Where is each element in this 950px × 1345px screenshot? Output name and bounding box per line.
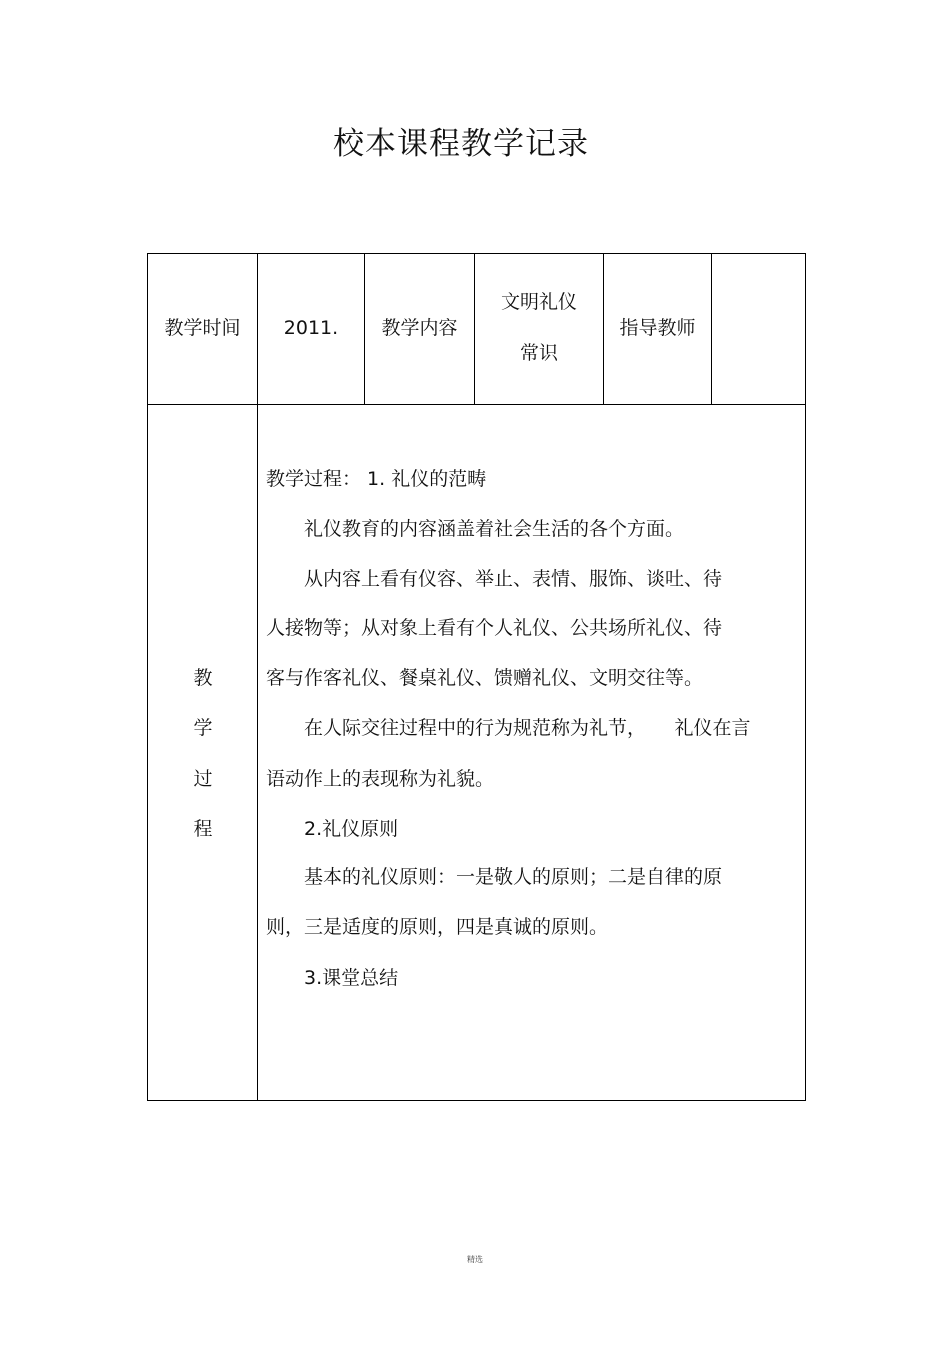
document-title: 校本课程教学记录 xyxy=(333,126,589,162)
process-text-line: 基本的礼仪原则：一是敬人的原则；二是自律的原 xyxy=(266,866,723,888)
process-label-char: 过 xyxy=(193,768,213,790)
table-col-divider xyxy=(711,253,712,405)
process-label-char: 程 xyxy=(193,818,213,840)
process-text-line: 礼仪教育的内容涵盖着社会生活的各个方面。 xyxy=(266,518,685,540)
process-text-line: 在人际交往过程中的行为规范称为礼节， 礼仪在言 xyxy=(266,717,751,739)
teaching-content-value-line1: 文明礼仪 xyxy=(500,291,577,313)
process-text-line: 从内容上看有仪容、举止、表情、服饰、谈吐、待 xyxy=(266,568,723,590)
process-text-line: 人接物等；从对象上看有个人礼仪、公共场所礼仪、待 xyxy=(266,617,723,639)
teaching-time-label: 教学时间 xyxy=(164,317,241,339)
teaching-time-value: 2011. xyxy=(283,317,339,339)
process-text-line: 3.课堂总结 xyxy=(266,967,399,989)
process-text-line: 客与作客礼仪、餐桌礼仪、馈赠礼仪、文明交往等。 xyxy=(266,667,704,689)
table-border-right xyxy=(805,253,806,1101)
teaching-content-value-line2: 常识 xyxy=(519,342,558,364)
table-border-bottom xyxy=(147,1100,806,1101)
process-text-line: 教学过程： 1. 礼仪的范畴 xyxy=(266,468,487,490)
process-label-char: 教 xyxy=(193,667,213,689)
table-border-top xyxy=(147,253,806,254)
process-text-line: 语动作上的表现称为礼貌。 xyxy=(266,768,495,790)
teaching-content-label: 教学内容 xyxy=(381,317,458,339)
process-text-line: 则，三是适度的原则，四是真诚的原则。 xyxy=(266,916,609,938)
table-col-divider xyxy=(474,253,475,405)
table-row-divider xyxy=(147,404,806,405)
page-footer: 精选 xyxy=(467,1255,483,1264)
teacher-label: 指导教师 xyxy=(619,317,696,339)
process-label-char: 学 xyxy=(193,717,213,739)
process-text-line: 2.礼仪原则 xyxy=(266,818,399,840)
